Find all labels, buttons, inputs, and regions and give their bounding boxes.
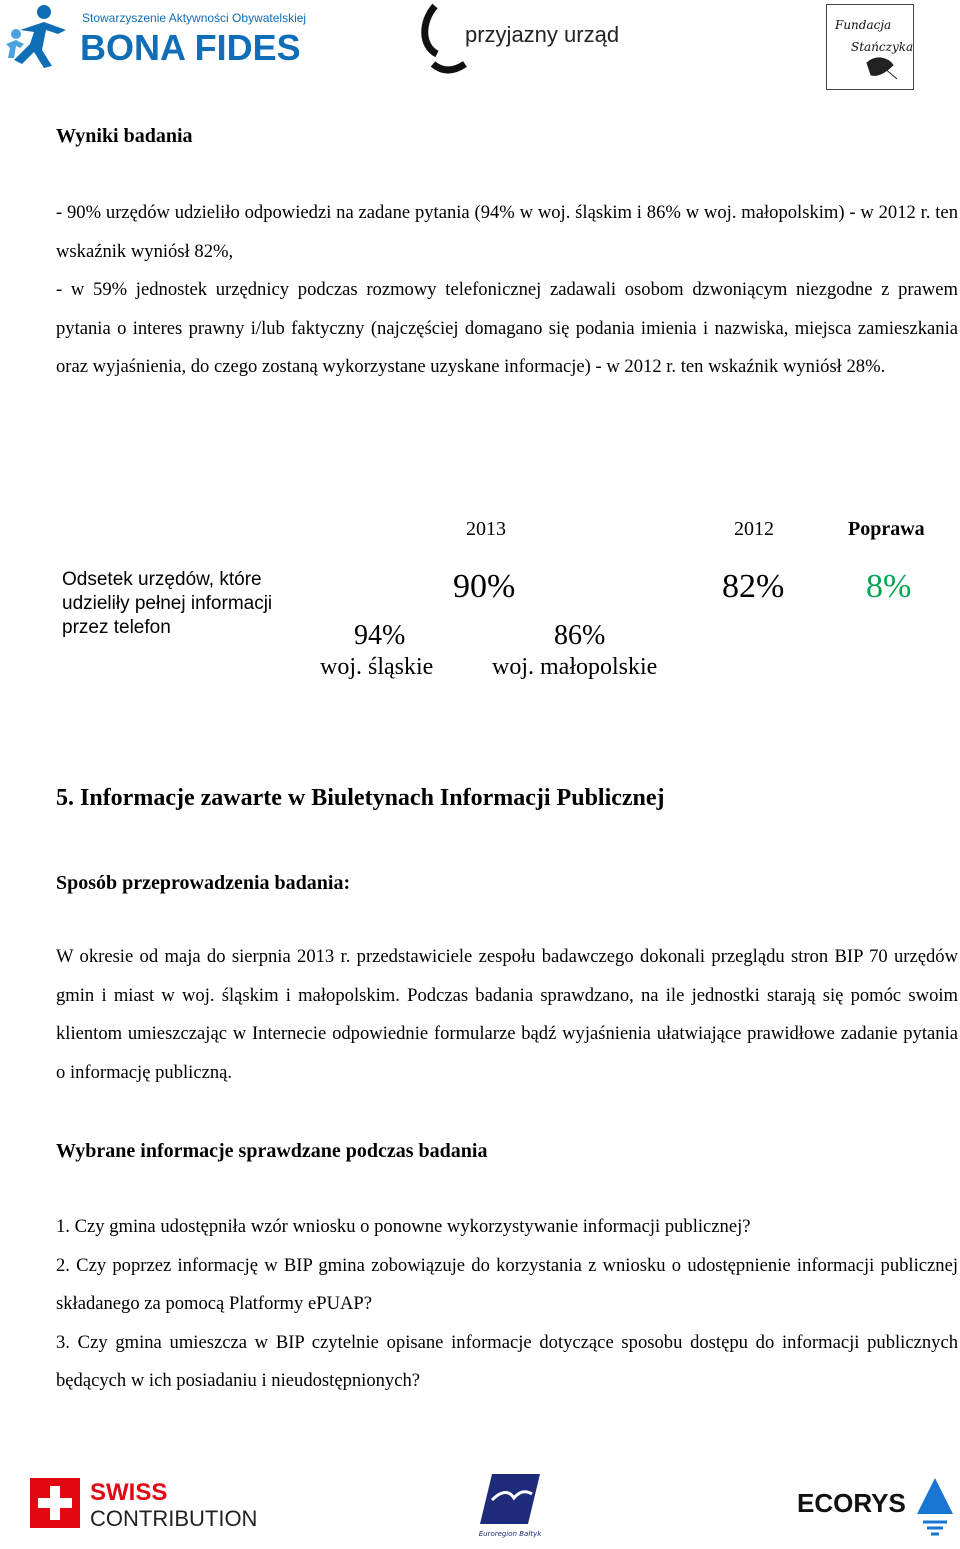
question-1: 1. Czy gmina udostępniła wzór wniosku o ponowne wykorzystywanie informacji publicznej?	[56, 1216, 751, 1237]
stat-value-2013: 90%	[453, 568, 516, 605]
ecorys-lines-icon	[923, 1522, 947, 1534]
method-text: W okresie od maja do sierpnia 2013 r. przedstawiciele zespołu badawczego dokonali przeglądu stron BIP 70 urzędów gmin i miast w woj. śląskim i małopolskim. Podczas badania sprawdzano, na ile jednostki starają się pomóc swoim klientom umieszczając w Internecie odpowiednie formularze bądź wyjaśnienia ułatwiające prawidłowe zadanie pytania o informację publiczną.	[56, 946, 958, 1083]
stat-header-2013: 2013	[466, 518, 506, 540]
stat-malopolskie-label: woj. małopolskie	[492, 654, 658, 680]
smile-icon	[433, 64, 465, 70]
swiss-word: SWISS	[90, 1479, 168, 1506]
stat-header-2012: 2012	[734, 518, 774, 540]
swiss-contribution-logo	[28, 1472, 278, 1532]
questions-list	[56, 1208, 958, 1401]
method-paragraph	[56, 938, 958, 1092]
euroregion-label: Euroregion Bałtyk	[478, 1530, 542, 1538]
stat-header-poprawa: Poprawa	[848, 518, 925, 540]
checked-info-heading: Wybrane informacje sprawdzane podczas badania	[56, 1140, 488, 1162]
results-heading: Wyniki badania	[56, 125, 193, 147]
arc-icon	[425, 6, 437, 54]
result-item-2: - w 59% jednostek urzędnicy podczas rozmowy telefonicznej zadawali osobom dzwoniącym niezgodne z prawem pytania o interes prawny i/lub faktyczny (najczęściej domagano się podania imienia i nazwiska, miejsca zamieszkania oraz wyjaśnienia, do czego zostaną wykorzystane uzyskane informacje) - w 2012 r. ten wskaźnik wyniósł 28%.	[56, 279, 958, 378]
ecorys-logo	[795, 1474, 955, 1538]
euroregion-shape-icon	[480, 1474, 540, 1524]
euroregion-baltyk-logo	[470, 1468, 550, 1540]
bona-fides-name: BONA FIDES	[80, 27, 301, 68]
bona-fides-logo	[0, 0, 307, 72]
stat-slaskie-label: woj. śląskie	[320, 654, 434, 680]
contribution-word: CONTRIBUTION	[90, 1506, 258, 1531]
result-item-1: - 90% urzędów udzieliło odpowiedzi na zadane pytania (94% w woj. śląskim i 86% w woj. małopolskim) - w 2012 r. ten wskaźnik wyniósł 82%,	[56, 202, 958, 262]
question-2: 2. Czy poprzez informację w BIP gmina zobowiązuje do korzystania z wniosku o udostępnienie informacji publicznej składanego za pomocą Platformy ePUAP?	[56, 1254, 958, 1315]
question-3: 3. Czy gmina umieszcza w BIP czytelnie opisane informacje dotyczące sposobu dostępu do informacji publicznych będących w ich posiadaniu i nieudostępnionych?	[56, 1331, 958, 1392]
bona-fides-subtitle: Stowarzyszenie Aktywności Obywatelskiej	[82, 11, 307, 25]
stat-value-poprawa: 8%	[866, 568, 912, 605]
small-figure-head-icon	[11, 29, 21, 39]
fundacja-stanczyka-logo	[826, 4, 914, 90]
jester-hat-icon	[867, 58, 897, 79]
stat-slaskie-value: 94%	[354, 620, 406, 651]
figure-head-icon	[37, 5, 51, 19]
section-5-title: 5. Informacje zawarte w Biuletynach Informacji Publicznej	[56, 785, 665, 811]
przyjazny-urzad-logo	[425, 2, 640, 78]
stanczyka-line1: Fundacja	[835, 18, 892, 32]
stanczyka-line2: Stańczyka	[851, 40, 914, 54]
stat-label: Odsetek urzędów, które udzieliły pełnej informacji przez telefon	[62, 569, 273, 638]
przyjazny-urzad-text: przyjazny urząd	[465, 22, 620, 47]
stat-malopolskie-value: 86%	[554, 620, 606, 651]
stat-value-2012: 82%	[722, 568, 785, 605]
method-heading: Sposób przeprowadzenia badania:	[56, 872, 351, 894]
ecorys-word: ECORYS	[797, 1488, 906, 1518]
ecorys-triangle-icon	[917, 1478, 953, 1514]
results-paragraphs	[56, 194, 958, 387]
